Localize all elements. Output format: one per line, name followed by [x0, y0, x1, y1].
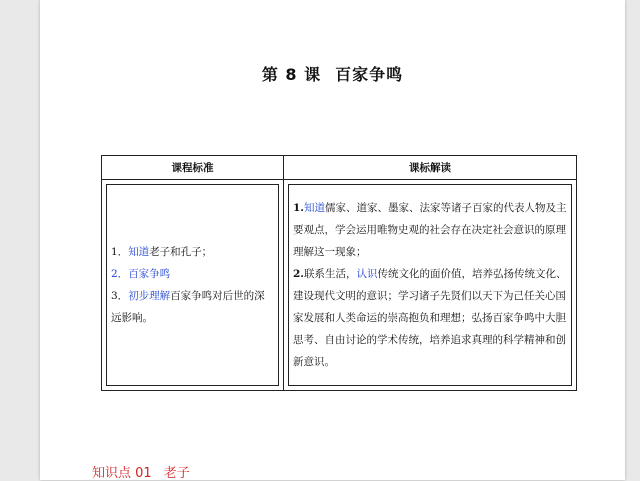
knowledge-point-label: 知识点 01 — [92, 466, 152, 481]
standard-num: 1． — [111, 246, 129, 258]
standard-item-1 — [111, 241, 274, 263]
interpretation-cell — [284, 180, 577, 391]
document-page — [40, 0, 625, 480]
interp-text: 传统文化的面价值，培养弘扬传统文化、建设现代文明的意识；学习诸子先贤们以天下为己任关心国家发展和人类命运的崇高抱负和理想；弘扬百家争鸣中大胆思考、自由讨论的学术传统，培养追求真理的科学精神和创新意识。 — [293, 268, 567, 368]
table-header-row — [102, 156, 577, 180]
knowledge-point-topic: 老子 — [163, 466, 190, 481]
interp-keyword: 知道 — [303, 202, 325, 214]
knowledge-point-heading — [92, 462, 190, 481]
standards-box — [106, 184, 279, 386]
table-body-row — [102, 180, 577, 391]
interp-num: 2. — [293, 268, 304, 280]
interp-prefix: 联系生活， — [303, 268, 357, 280]
interp-num: 1. — [293, 202, 304, 214]
interp-keyword: 认识 — [356, 268, 378, 280]
standard-num: 2． — [111, 268, 129, 280]
header-standard-interpretation: 课标解读 — [284, 156, 577, 180]
interpretation-box — [288, 184, 572, 386]
standard-item-2 — [111, 263, 274, 285]
lesson-topic: 百家争鸣 — [335, 65, 404, 84]
standard-text: 老子和孔子； — [149, 246, 213, 258]
curriculum-standards-table — [101, 155, 577, 391]
standard-keyword: 知道 — [128, 246, 150, 258]
standards-cell — [102, 180, 284, 391]
standard-keyword: 初步理解 — [128, 290, 171, 302]
standard-item-3 — [111, 285, 274, 329]
interp-text: 儒家、道家、墨家、法家等诸子百家的代表人物及主要观点，学会运用唯物史观的社会存在决定社会意识的原理理解这一现象； — [293, 202, 567, 258]
lesson-number: 第 8 课 — [261, 65, 322, 84]
standard-num: 3． — [111, 290, 129, 302]
standard-keyword: 百家争鸣 — [128, 268, 171, 280]
lesson-title — [40, 62, 625, 85]
interpretation-paragraph-1 — [293, 197, 567, 263]
standard-text: 百家争鸣对后世的深远影响。 — [111, 290, 265, 324]
interpretation-paragraph-2 — [293, 263, 567, 373]
header-curriculum-standard: 课程标准 — [102, 156, 284, 180]
